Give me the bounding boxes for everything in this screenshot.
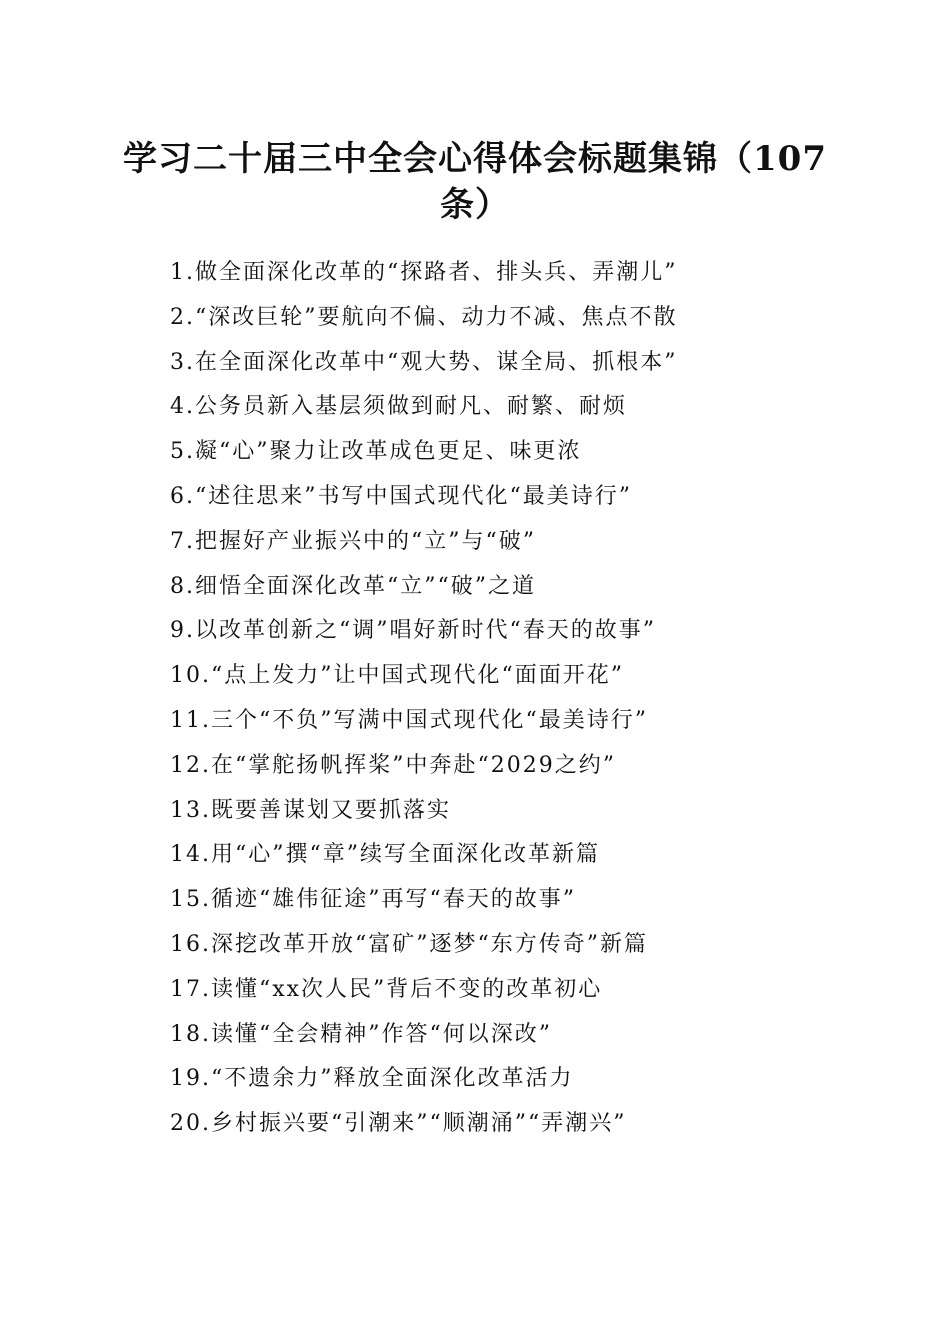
list-item: 7.把握好产业振兴中的“立”与“破” [170,528,536,554]
list-item: 13.既要善谋划又要抓落实 [170,797,451,823]
list-item: 10.“点上发力”让中国式现代化“面面开花” [170,663,624,689]
list-item: 20.乡村振兴要“引潮来”“顺潮涌”“弄潮兴” [170,1111,627,1137]
list-item: 18.读懂“全会精神”作答“何以深改” [170,1021,552,1047]
document-title [110,136,840,228]
list-item: 14.用“心”撰“章”续写全面深化改革新篇 [170,842,600,868]
headline-list [170,251,830,1147]
list-item: 8.细悟全面深化改革“立”“破”之道 [170,573,536,599]
list-item: 1.做全面深化改革的“探路者、排头兵、弄潮儿” [170,260,678,285]
list-item: 5.凝“心”聚力让改革成色更足、味更浓 [170,439,582,465]
list-item: 17.读懂“xx次人民”背后不变的改革初心 [170,976,603,1002]
title-line-1: 学习二十届三中全会心得体会标题集锦（107 [123,139,827,179]
list-item: 11.三个“不负”写满中国式现代化“最美诗行” [170,707,648,733]
list-item: 19.“不遗余力”释放全面深化改革活力 [170,1066,574,1092]
title-line-2: 条） [440,185,510,225]
list-item: 6.“述往思来”书写中国式现代化“最美诗行” [170,483,632,509]
list-item: 4.公务员新入基层须做到耐凡、耐繁、耐烦 [170,394,627,420]
list-item: 9.以改革创新之“调”唱好新时代“春天的故事” [170,618,656,644]
list-item: 12.在“掌舵扬帆挥桨”中奔赴“2029之约” [170,752,616,778]
list-item: 16.深挖改革开放“富矿”逐梦“东方传奇”新篇 [170,931,648,957]
list-item: 2.“深改巨轮”要航向不偏、动力不减、焦点不散 [170,304,678,330]
list-item: 3.在全面深化改革中“观大势、谋全局、抓根本” [170,349,678,375]
list-item: 15.循迹“雄伟征途”再写“春天的故事” [170,887,576,913]
